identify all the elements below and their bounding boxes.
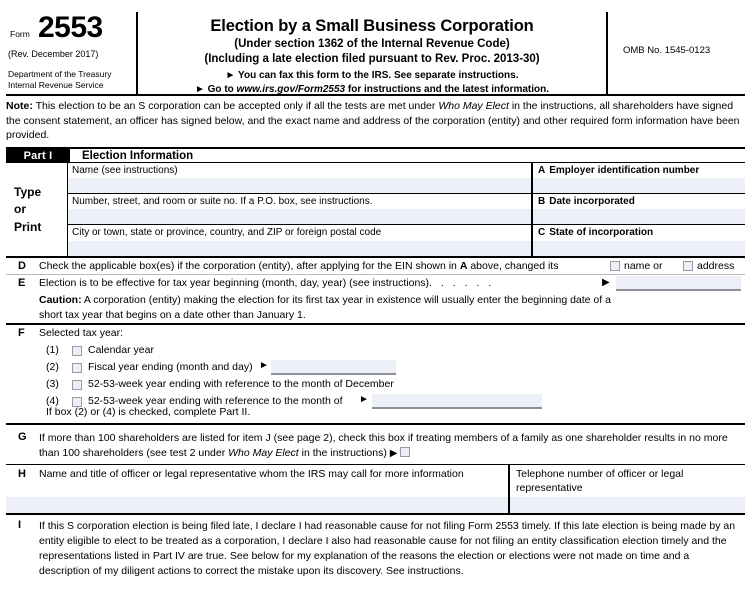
line-i-text: If this S corporation election is being filed late, I declare I had reasonable cause for not filing Form 2553 timely. If this late election is being made by an entity eligible to elect to be treated as a corporation, I declare I also had reasonable cause for not filing an entity classification election timely and the representations listed in Part IV are true. See below for my explanation of the reasons the election or elections were not made on time and a description of my diligent actions to correct the mistake upon its discovery. See instructions. xyxy=(39,520,736,577)
line-d-text-1: Check the applicable box(es) if the corporation (entity), after applying for the EIN shown in xyxy=(39,260,460,272)
fiscal-year-ending-input[interactable] xyxy=(271,360,396,375)
arrow-icon: ► xyxy=(194,84,205,96)
form-subtitle-1: (Under section 1362 of the Internal Revenue Code) xyxy=(234,38,510,51)
form-title: Election by a Small Business Corporation xyxy=(210,17,534,35)
part-1-title: Election Information xyxy=(82,150,194,162)
form-word-label: Form xyxy=(10,29,30,39)
option-1-number: (1) xyxy=(46,344,59,356)
line-d-bold-a: A xyxy=(459,260,468,272)
address-row xyxy=(68,163,745,194)
omb-number: OMB No. 1545-0123 xyxy=(623,45,711,56)
caution-label: Caution: xyxy=(39,294,82,306)
line-e-text xyxy=(39,277,494,290)
item-letter-d: D xyxy=(18,260,26,272)
ein-label-text: Employer identification number xyxy=(549,165,700,176)
effective-date-input[interactable] xyxy=(616,276,741,291)
form-subtitle-2: (Including a late election filed pursuant to Rev. Proc. 2013-30) xyxy=(204,53,540,66)
type-or-print-label xyxy=(14,184,41,236)
week-year-month-input[interactable] xyxy=(372,394,542,409)
website-instruction-line xyxy=(138,84,606,96)
item-letter-h: H xyxy=(18,468,26,480)
officer-phone-input[interactable] xyxy=(510,497,745,513)
changed-name-checkbox[interactable] xyxy=(610,261,620,271)
changed-name-label: name or xyxy=(624,260,663,272)
selected-tax-year-heading: Selected tax year: xyxy=(39,327,124,339)
officer-name-input[interactable] xyxy=(6,497,508,513)
line-e-caution xyxy=(39,293,619,322)
masthead-center-block xyxy=(138,12,608,94)
issuing-agency xyxy=(8,69,134,92)
note-italic-who-may-elect: Who May Elect xyxy=(438,100,509,112)
week-year-month-label: 52-53-week year ending with reference to the month of xyxy=(88,395,343,407)
line-i xyxy=(6,515,745,594)
city-input[interactable] xyxy=(68,241,531,256)
item-letter-i: I xyxy=(18,519,22,531)
ein-label xyxy=(538,165,699,177)
line-e-main-text: Election is to be effective for tax year beginning (month, day, year) (see instructions) xyxy=(39,277,430,289)
address-row xyxy=(68,194,745,225)
line-g-text-1: If more than 100 shareholders are listed for item J (see page 2), check this box if treating members of a family as one shareholder results in no more than 100 shareholders (see test 2 under xyxy=(39,432,728,460)
fax-instruction-text: You can fax this form to the IRS. See separate instructions. xyxy=(238,70,519,82)
option-4-number: (4) xyxy=(46,395,59,407)
arrow-icon: ▶ xyxy=(389,448,398,460)
state-of-incorporation-cell xyxy=(533,225,745,256)
note-paragraph xyxy=(6,99,745,143)
form-url[interactable]: www.irs.gov/Form2553 xyxy=(236,84,346,96)
option-3-number: (3) xyxy=(46,378,59,390)
name-cell xyxy=(68,163,533,194)
city-cell xyxy=(68,225,533,256)
name-label: Name (see instructions) xyxy=(72,165,178,176)
state-of-incorporation-label-text: State of incorporation xyxy=(549,227,654,238)
week-year-december-label: 52-53-week year ending with reference to the month of December xyxy=(88,378,394,390)
note-text-2: in the instructions, all shareholders have signed the consent statement, an officer has signed below, and the exact name and address of the corporation (entity) and other required form information have been provided. xyxy=(6,100,740,142)
item-letter-b: B xyxy=(538,196,546,207)
caution-text: A corporation (entity) making the election for its first tax year in existence will usually enter the beginning date of a short tax year that begins on a date other than January 1. xyxy=(39,294,611,321)
line-h xyxy=(6,465,745,515)
form-number-block xyxy=(8,11,134,44)
department-line-1: Department of the Treasury xyxy=(8,69,112,79)
fax-instruction-line xyxy=(138,70,606,82)
item-letter-a: A xyxy=(538,165,546,176)
officer-phone-label: Telephone number of officer or legal representative xyxy=(516,468,684,494)
officer-name-cell xyxy=(6,465,510,513)
line-d-text-2: above, changed its xyxy=(467,260,559,272)
fiscal-year-label: Fiscal year ending (month and day) xyxy=(88,361,253,373)
fiscal-year-checkbox[interactable] xyxy=(72,363,82,373)
arrow-icon: ► xyxy=(259,360,269,371)
state-of-incorporation-input[interactable] xyxy=(533,241,745,256)
ein-cell xyxy=(533,163,745,194)
date-incorporated-cell xyxy=(533,194,745,225)
website-instruction-suffix: for instructions and the latest information. xyxy=(345,84,550,96)
street-label: Number, street, and room or suite no. If a P.O. box, see instructions. xyxy=(72,196,373,207)
form-number: 2553 xyxy=(38,11,103,44)
masthead-right-block xyxy=(608,12,745,94)
officer-phone-cell xyxy=(510,465,745,513)
option-2-number: (2) xyxy=(46,361,59,373)
week-year-december-checkbox[interactable] xyxy=(72,380,82,390)
type-or-print-line-2: or xyxy=(14,202,26,217)
type-or-print-line-1: Type xyxy=(14,185,42,199)
street-cell xyxy=(68,194,533,225)
form-masthead xyxy=(6,12,745,96)
address-row xyxy=(68,225,745,256)
line-d xyxy=(6,258,745,275)
line-f xyxy=(6,325,745,425)
calendar-year-label: Calendar year xyxy=(88,344,154,356)
website-instruction-prefix: Go to xyxy=(207,84,237,96)
line-g xyxy=(6,425,745,465)
type-or-print-column xyxy=(6,163,68,256)
note-text-1: This election to be an S corporation can be accepted only if all the tests are met under xyxy=(32,100,439,112)
officer-name-label: Name and title of officer or legal representative whom the IRS may call for more information xyxy=(39,468,464,480)
state-of-incorporation-label xyxy=(538,227,653,239)
line-f-footer: If box (2) or (4) is checked, complete Part II. xyxy=(46,406,251,418)
city-label: City or town, state or province, country, and ZIP or foreign postal code xyxy=(72,227,382,238)
arrow-icon: ► xyxy=(225,70,236,82)
line-e-leader-dots: . . . . . . xyxy=(429,277,495,289)
date-incorporated-input[interactable] xyxy=(533,209,745,224)
family-shareholder-checkbox[interactable] xyxy=(400,447,410,457)
part-1-tag: Part I xyxy=(6,149,70,163)
type-or-print-line-3: Print xyxy=(14,219,42,234)
note-label: Note: xyxy=(6,100,33,112)
department-line-2: Internal Revenue Service xyxy=(8,80,104,91)
name-input[interactable] xyxy=(68,178,531,193)
item-letter-e: E xyxy=(18,277,26,289)
part-1-header-bar xyxy=(6,147,745,163)
date-incorporated-label-text: Date incorporated xyxy=(549,196,635,207)
line-d-text xyxy=(39,260,558,273)
masthead-left-block xyxy=(6,12,138,94)
entity-address-block xyxy=(6,163,745,258)
changed-address-label: address xyxy=(697,260,735,272)
arrow-icon: ▶ xyxy=(602,277,610,288)
line-g-text xyxy=(39,431,739,462)
form-revision-date: (Rev. December 2017) xyxy=(8,49,99,59)
line-g-italic-who-may-elect: Who May Elect xyxy=(228,447,299,460)
date-incorporated-label xyxy=(538,196,635,208)
item-letter-c: C xyxy=(538,227,546,238)
line-e xyxy=(6,275,745,325)
arrow-icon: ► xyxy=(359,394,369,405)
item-letter-f: F xyxy=(18,327,25,339)
line-g-text-2: in the instructions) xyxy=(298,447,390,460)
street-input[interactable] xyxy=(68,209,531,224)
ein-input[interactable] xyxy=(533,178,745,193)
changed-address-checkbox[interactable] xyxy=(683,261,693,271)
calendar-year-checkbox[interactable] xyxy=(72,346,82,356)
item-letter-g: G xyxy=(18,431,27,443)
